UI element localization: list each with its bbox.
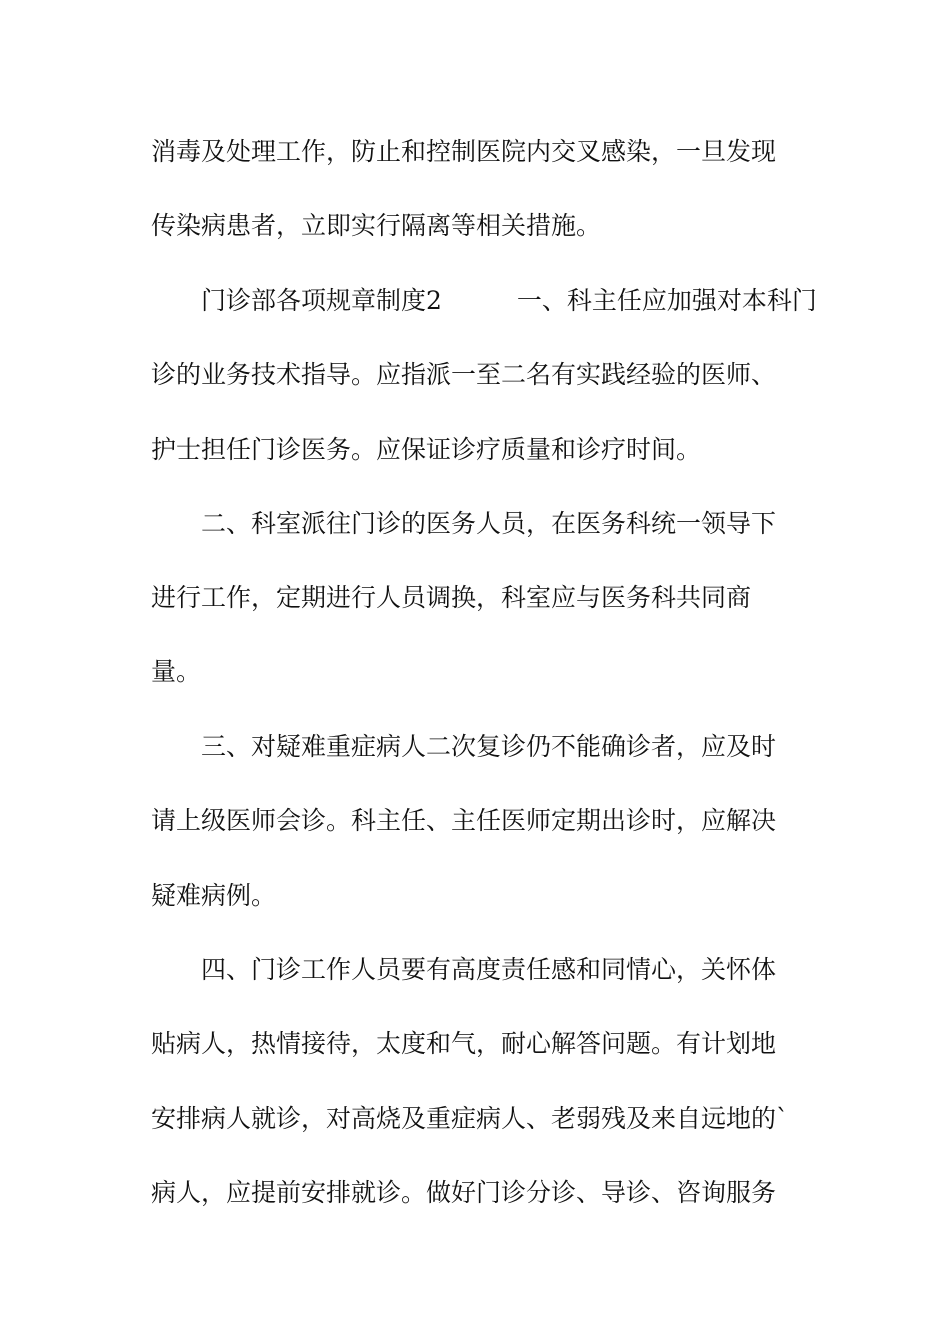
text-line: 护士担任门诊医务。应保证诊疗质量和诊疗时间。 — [151, 435, 702, 464]
text-line: 请上级医师会诊。科主任、主任医师定期出诊时，应解决 — [151, 806, 777, 835]
text-line: 疑难病例。 — [151, 881, 277, 910]
text-line: 病人，应提前安排就诊。做好门诊分诊、导诊、咨询服务 — [151, 1178, 777, 1207]
text-line: 门诊部各项规章制度2 一、科主任应加强对本科门 — [201, 286, 817, 315]
text-line: 诊的业务技术指导。应指派一至二名有实践经验的医师、 — [151, 360, 777, 389]
text-line: 四、门诊工作人员要有高度责任感和同情心，关怀体 — [201, 955, 777, 984]
text-line: 传染病患者，立即实行隔离等相关措施。 — [151, 211, 602, 240]
text-line: 进行工作，定期进行人员调换，科室应与医务科共同商 — [151, 583, 752, 612]
text-line: 安排病人就诊，对高烧及重症病人、老弱残及来自远地的` — [151, 1104, 789, 1133]
text-line: 二、科室派往门诊的医务人员，在医务科统一领导下 — [201, 509, 777, 538]
text-line: 贴病人，热情接待，太度和气，耐心解答问题。有计划地 — [151, 1029, 777, 1058]
text-line: 三、对疑难重症病人二次复诊仍不能确诊者，应及时 — [201, 732, 777, 761]
text-line: 消毒及处理工作，防止和控制医院内交叉感染，一旦发现 — [151, 137, 777, 166]
text-line: 量。 — [151, 657, 202, 686]
